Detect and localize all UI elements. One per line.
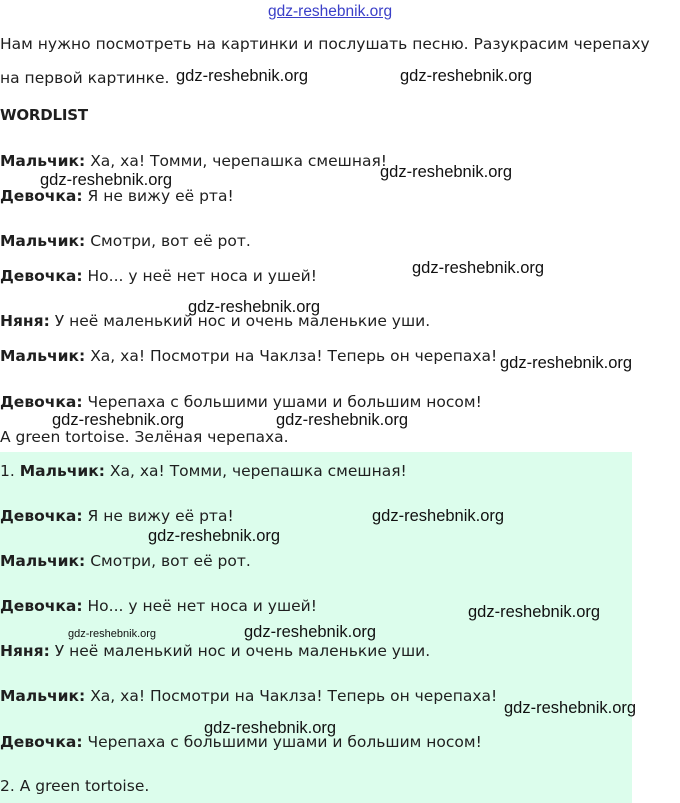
speaker: Девочка: xyxy=(0,507,83,525)
answer-line xyxy=(0,597,317,615)
line-text: Ха, ха! Томми, черепашка смешная! xyxy=(104,462,407,480)
watermark: gdz-reshebnik.org xyxy=(276,411,409,429)
intro-line-2: на первой картинке. xyxy=(0,69,170,87)
wordlist-line xyxy=(0,347,497,365)
answer-line xyxy=(0,687,497,705)
wordlist-line xyxy=(0,152,387,170)
speaker: Мальчик: xyxy=(0,687,86,705)
watermark: gdz-reshebnik.org xyxy=(380,163,513,181)
line-text: Ха, ха! Томми, черепашка смешная! xyxy=(85,152,388,170)
watermark-top[interactable]: gdz-reshebnik.org xyxy=(268,3,393,20)
wordlist-line xyxy=(0,232,251,250)
speaker: Девочка: xyxy=(0,733,83,751)
line-text: У неё маленький нос и очень маленькие уши. xyxy=(49,312,431,330)
line-text: Ха, ха! Посмотри на Чаклза! Теперь он черепаха! xyxy=(85,687,498,705)
speaker: Девочка: xyxy=(0,597,83,615)
line-text: Черепаха с большими ушами и большим носом! xyxy=(82,733,482,751)
speaker: Девочка: xyxy=(0,187,83,205)
answer-last: 2. A green tortoise. xyxy=(0,777,150,795)
watermark: gdz-reshebnik.org xyxy=(52,411,185,429)
intro-line-1: Нам нужно посмотреть на картинки и послушать песню. Разукрасим черепаху xyxy=(0,35,650,53)
watermark: gdz-reshebnik.org xyxy=(188,298,321,316)
speaker: Мальчик: xyxy=(0,152,86,170)
watermark: gdz-reshebnik.org xyxy=(400,67,533,85)
wordlist-closing: A green tortoise. Зелёная черепаха. xyxy=(0,428,289,446)
speaker: Девочка: xyxy=(0,393,83,411)
watermark: gdz-reshebnik.org xyxy=(468,603,601,621)
answer-line xyxy=(0,642,430,660)
wordlist-line xyxy=(0,267,317,285)
line-text: Черепаха с большими ушами и большим носом! xyxy=(82,393,482,411)
watermark: gdz-reshebnik.org xyxy=(500,354,633,372)
line-text: Но... у неё нет носа и ушей! xyxy=(82,597,317,615)
line-text: Я не вижу её рта! xyxy=(82,507,234,525)
line-text: Но... у неё нет носа и ушей! xyxy=(82,267,317,285)
watermark: gdz-reshebnik.org xyxy=(176,67,309,85)
speaker: Няня: xyxy=(0,642,50,660)
line-text: Смотри, вот её рот. xyxy=(85,232,251,250)
wordlist-heading: WORDLIST xyxy=(0,106,88,124)
line-text: У неё маленький нос и очень маленькие уши. xyxy=(49,642,431,660)
watermark: gdz-reshebnik.org xyxy=(40,171,173,189)
line-text: Смотри, вот её рот. xyxy=(85,552,251,570)
speaker: Мальчик: xyxy=(0,347,86,365)
watermark: gdz-reshebnik.org xyxy=(504,699,637,717)
line-text: Ха, ха! Посмотри на Чаклза! Теперь он черепаха! xyxy=(85,347,498,365)
speaker: Мальчик: xyxy=(0,552,86,570)
speaker: Мальчик: xyxy=(0,232,86,250)
line-text: Я не вижу её рта! xyxy=(82,187,234,205)
watermark: gdz-reshebnik.org xyxy=(412,259,545,277)
speaker: Девочка: xyxy=(0,267,83,285)
watermark: gdz-reshebnik.org xyxy=(244,623,377,641)
answer-line xyxy=(0,462,407,480)
wordlist-line xyxy=(0,393,482,411)
watermark: gdz-reshebnik.org xyxy=(68,628,157,640)
answer-line xyxy=(0,507,234,525)
watermark: gdz-reshebnik.org xyxy=(204,719,337,737)
watermark: gdz-reshebnik.org xyxy=(148,527,281,545)
speaker: Няня: xyxy=(0,312,50,330)
speaker: Мальчик: xyxy=(19,462,105,480)
watermark: gdz-reshebnik.org xyxy=(372,507,505,525)
answer-line xyxy=(0,552,251,570)
answer-number: 1. xyxy=(0,462,20,480)
